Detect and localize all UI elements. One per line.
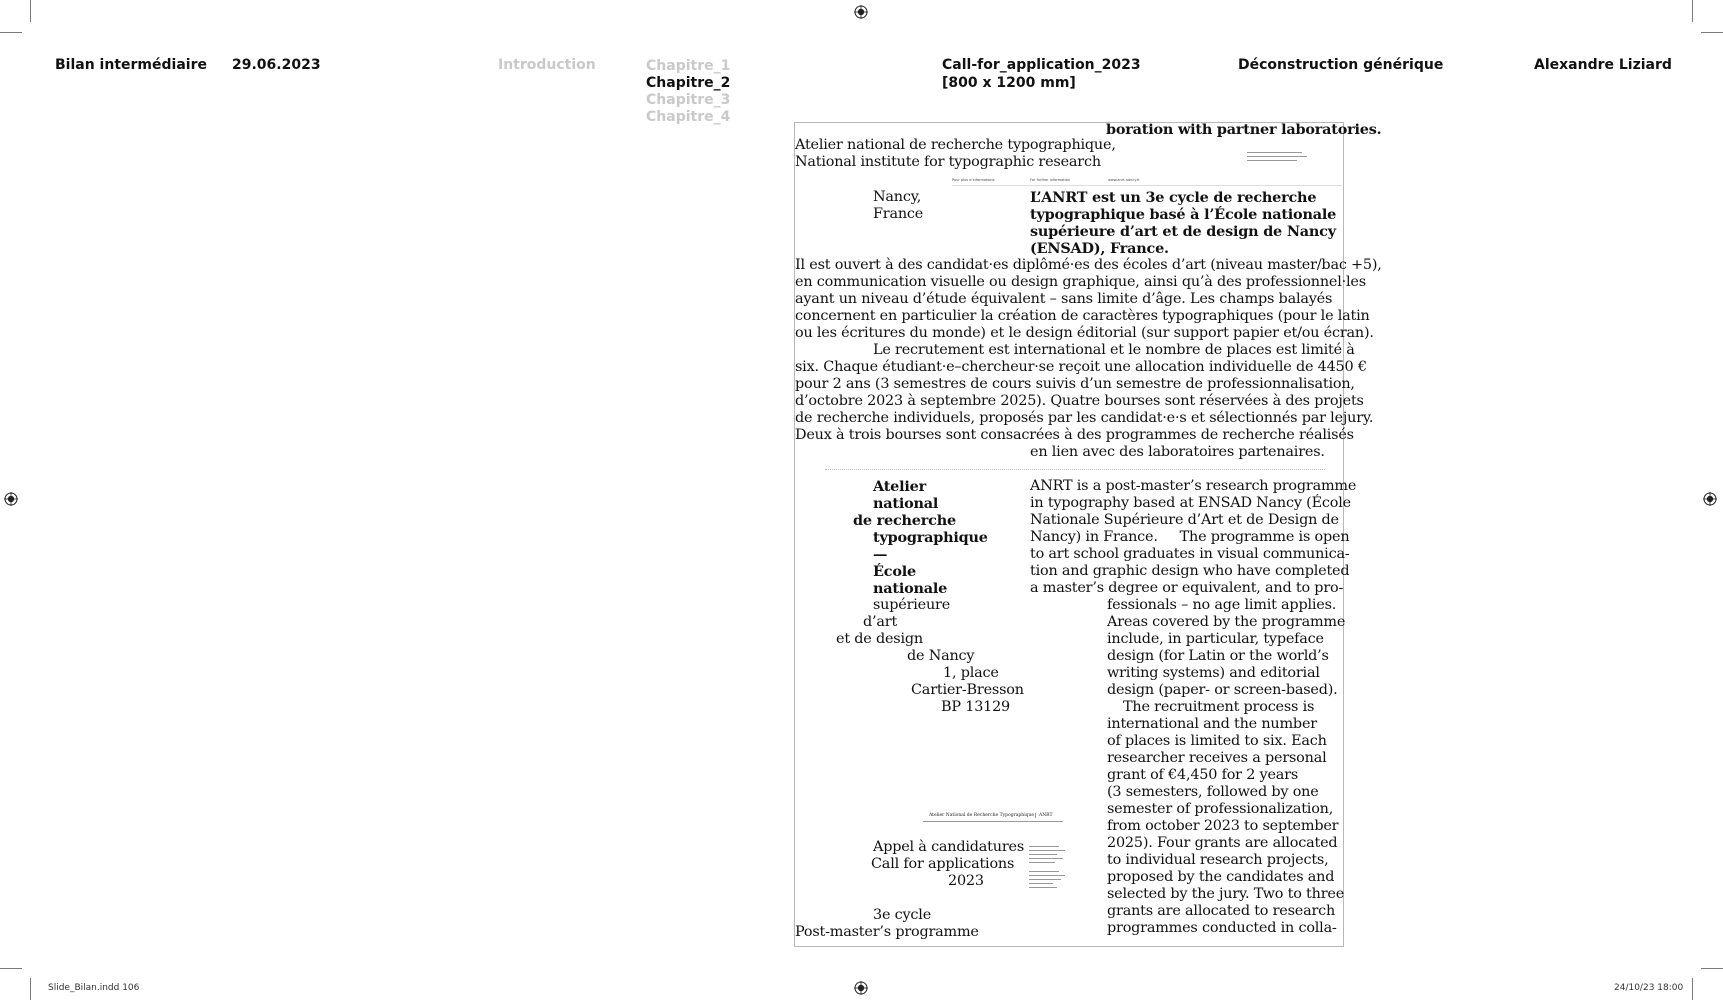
poster-address-line: 1, place: [943, 665, 999, 681]
nav-introduction[interactable]: Introduction: [498, 57, 596, 73]
project-category: Déconstruction générique: [1238, 57, 1444, 73]
poster-line: Le recrutement est international et le nombre de places est limité à: [873, 342, 1355, 358]
poster-section-divider: [825, 469, 1325, 471]
nav-chapitre-2[interactable]: Chapitre_2: [646, 75, 731, 91]
poster-address-line: de recherche: [853, 512, 956, 529]
poster-address-line: École: [873, 563, 916, 580]
poster-credit-short: ANRT: [1035, 813, 1053, 818]
poster-call-line: Post-master’s programme: [795, 924, 979, 940]
poster-credit: Atelier National de Recherche Typographique: [929, 813, 1035, 818]
poster-small-info: Pour plus d’informations: [952, 178, 995, 182]
poster-address-line: BP 13129: [941, 699, 1011, 715]
poster-english-line: design (for Latin or the world’s: [1107, 648, 1329, 664]
project-title: Call-for_application_2023: [942, 57, 1141, 73]
poster-line: France: [873, 206, 924, 222]
poster-address-line: Cartier-Bresson: [911, 682, 1024, 698]
poster-english-line: (3 semesters, followed by one: [1107, 784, 1319, 800]
poster-english-line: proposed by the candidates and: [1107, 869, 1335, 885]
registration-mark-icon: [854, 981, 868, 995]
registration-mark-icon: [1703, 492, 1717, 506]
crop-mark: [0, 968, 22, 969]
poster-line: d’octobre 2023 à septembre 2025). Quatre bourses sont réservées à des projets: [795, 393, 1364, 409]
project-size: [800 x 1200 mm]: [942, 75, 1076, 91]
poster-line: supérieure d’art et de design de Nancy: [1030, 223, 1336, 240]
poster-english-line: grant of €4,450 for 2 years: [1107, 767, 1299, 783]
poster-small-divider: [952, 185, 1342, 186]
poster-address-line: typographique: [873, 529, 988, 546]
poster-english-line: 2025). Four grants are allocated: [1107, 835, 1338, 851]
poster-english-line: to individual research projects,: [1107, 852, 1329, 868]
poster-english-line: researcher receives a personal: [1107, 750, 1327, 766]
poster-line: L’ANRT est un 3e cycle de recherche: [1030, 189, 1317, 206]
poster-english-line: to art school graduates in visual communica-: [1030, 546, 1350, 562]
poster-address-line: —: [873, 546, 888, 563]
poster-line: en communication visuelle ou design graphique, ainsi qu’à des professionnel·les: [795, 274, 1366, 290]
document-title: Bilan intermédiaire: [55, 57, 207, 73]
poster-address-line: de Nancy: [907, 648, 975, 664]
footer-file-info: Slide_Bilan.indd 106: [48, 983, 140, 993]
poster-small-list: [1029, 843, 1069, 888]
nav-chapitre-4[interactable]: Chapitre_4: [646, 109, 731, 125]
poster-english-line: a master’s degree or equivalent, and to pro-: [1030, 580, 1344, 596]
poster-call-line: Call for applications: [871, 856, 1015, 872]
poster-line: Il est ouvert à des candidat·es diplômé·es des écoles d’art (niveau master/bac +5),: [795, 257, 1382, 273]
crop-mark: [30, 978, 31, 1000]
poster-line: typographique basé à l’École nationale: [1030, 206, 1337, 223]
registration-mark-icon: [854, 5, 868, 19]
poster-line: Deux à trois bourses sont consacrées à des programmes de recherche réalisés: [795, 427, 1354, 443]
registration-mark-icon: [4, 492, 18, 506]
poster-english-line: in typography based at ENSAD Nancy (École: [1030, 495, 1351, 511]
poster-english-line: of places is limited to six. Each: [1107, 733, 1327, 749]
poster-address-line: national: [873, 495, 939, 512]
poster-line: six. Chaque étudiant·e–chercheur·se reçoit une allocation individuelle de 4450 €: [795, 359, 1367, 375]
poster-line: boration with partner laboratories.: [1106, 121, 1382, 138]
poster-english-line: international and the number: [1107, 716, 1317, 732]
poster-small-info: For further information: [1030, 178, 1070, 182]
poster-line: ayant un niveau d’étude équivalent – sans limite d’âge. Les champs balayés: [795, 291, 1333, 307]
crop-mark: [1692, 978, 1693, 1000]
poster-english-line: fessionals – no age limit applies.: [1107, 597, 1337, 613]
poster-line: pour 2 ans (3 semestres de cours suivis d’un semestre de professionnalisation,: [795, 376, 1355, 392]
poster-address-line: et de design: [836, 631, 923, 647]
poster-credit-strip: [923, 811, 1063, 822]
poster-english-line: semester of professionalization,: [1107, 801, 1334, 817]
poster-preview: [794, 121, 1382, 947]
poster-english-line: tion and graphic design who have completed: [1030, 563, 1350, 579]
poster-english-line: include, in particular, typeface: [1107, 631, 1324, 647]
footer-timestamp: 24/10/23 18:00: [1614, 983, 1684, 993]
document-date: 29.06.2023: [232, 57, 321, 73]
poster-english-line: from october 2023 to september: [1107, 818, 1339, 834]
poster-call-line: 2023: [948, 873, 984, 889]
poster-heading-line: Atelier national de recherche typographique,: [795, 137, 1116, 153]
poster-heading-line: National institute for typographic research: [795, 154, 1101, 170]
poster-english-line: Nationale Supérieure d’Art et de Design de: [1030, 512, 1339, 528]
poster-address-line: d’art: [863, 614, 898, 630]
crop-mark: [30, 0, 31, 22]
poster-line: ou les écritures du monde) et le design éditorial (sur support papier et/ou écran).: [795, 325, 1374, 341]
poster-english-line: programmes conducted in colla-: [1107, 920, 1337, 936]
poster-small-block: [1247, 149, 1317, 163]
nav-chapitre-3[interactable]: Chapitre_3: [646, 92, 731, 108]
nav-chapitre-1[interactable]: Chapitre_1: [646, 58, 731, 74]
poster-line: Nancy,: [873, 189, 922, 205]
author-name: Alexandre Liziard: [1534, 57, 1672, 73]
poster-english-line: ANRT is a post-master’s research programme: [1030, 478, 1357, 494]
poster-call-line: 3e cycle: [873, 907, 932, 923]
poster-address-line: nationale: [873, 580, 948, 597]
crop-mark: [1701, 968, 1723, 969]
poster-english-line: Nancy) in France. The programme is open: [1030, 529, 1350, 545]
poster-english-line: selected by the jury. Two to three: [1107, 886, 1345, 902]
poster-address-line: Atelier: [873, 478, 926, 495]
poster-english-line: The recruitment process is: [1123, 699, 1315, 715]
poster-line: concernent en particulier la création de caractères typographiques (pour le latin: [795, 308, 1370, 324]
poster-call-line: Appel à candidatures: [873, 839, 1025, 855]
poster-english-line: Areas covered by the programme: [1107, 614, 1346, 630]
poster-english-line: writing systems) and editorial: [1107, 665, 1320, 681]
poster-small-info: www.anrt-nancy.fr: [1108, 178, 1140, 182]
poster-english-line: design (paper- or screen-based).: [1107, 682, 1338, 698]
poster-address-line: supérieure: [873, 597, 951, 613]
crop-mark: [1692, 0, 1693, 22]
crop-mark: [1701, 32, 1723, 33]
poster-line: en lien avec des laboratoires partenaires.: [1030, 444, 1325, 460]
poster-line: (ENSAD), France.: [1030, 240, 1169, 257]
poster-english-line: grants are allocated to research: [1107, 903, 1336, 919]
poster-line: de recherche individuels, proposés par les candidat·e·s et sélectionnés par lejury.: [795, 410, 1374, 426]
crop-mark: [0, 32, 22, 33]
